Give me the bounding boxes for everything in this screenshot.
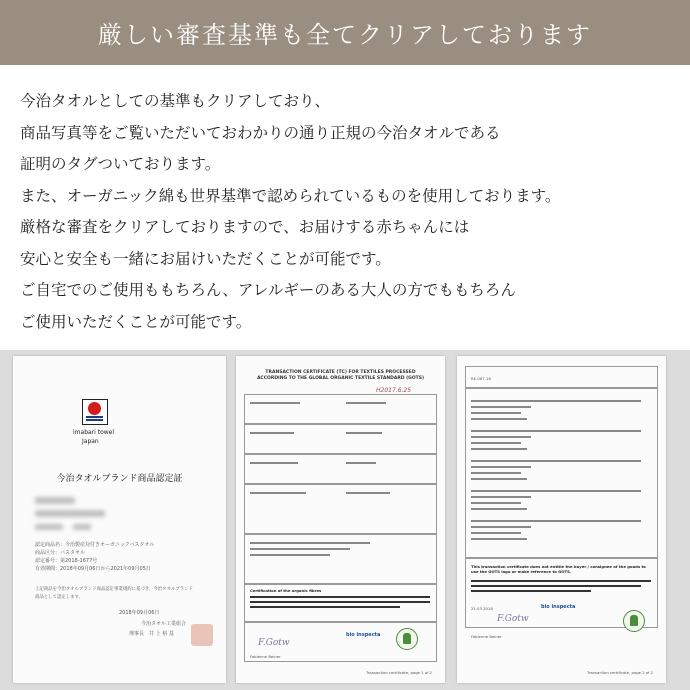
gots-body-heading: This transaction certificate does not entitle the buyer / consignee of the goods to use the GOTS logo or make reference to GOTS. xyxy=(471,564,646,574)
brand-name: imabari towel xyxy=(73,429,115,436)
certificate-field: 認定番号：第2018-1677号 xyxy=(35,558,98,564)
redacted-text xyxy=(35,524,63,530)
certificate-note: 上記商品を今治タオルブランド商品認定事業規約に基づき、今治タオルブランド xyxy=(35,587,193,592)
signature: F.Gotw xyxy=(258,638,290,648)
gots-certificate-page-1 xyxy=(236,356,445,683)
description-line: 安心と安全も一緒にお届けいただくことが可能です。 xyxy=(20,249,391,268)
bio-inspecta-logo: bio inspecta xyxy=(346,632,381,638)
redacted-text xyxy=(35,510,105,517)
reference-number: RE-067-18 xyxy=(471,376,491,381)
certificate-box xyxy=(244,394,437,424)
gots-logo-icon xyxy=(623,610,645,632)
page-label: Transaction certificate, page 1 of 2 xyxy=(366,670,433,675)
description-text xyxy=(20,86,680,338)
seal-stamp-icon xyxy=(191,624,213,646)
description-line: ご自宅でのご使用ももちろん、アレルギーのある大人の方でももちろん xyxy=(20,281,516,299)
handwritten-note: H2017.6.25 xyxy=(376,387,412,394)
certificate-box xyxy=(465,366,658,388)
gots-logo-icon xyxy=(396,628,418,650)
redacted-text xyxy=(73,524,91,530)
certificate-date: 21.03.2018 xyxy=(471,606,493,611)
redacted-text xyxy=(35,497,75,504)
description-line: また、オーガニック綿も世界基準で認められているものを使用しております。 xyxy=(20,186,561,205)
signature: F.Gotw xyxy=(497,614,529,624)
imabari-logo-icon xyxy=(82,399,108,425)
certificate-field: 商品区分：バスタオル xyxy=(35,550,86,556)
certificate-chairman: 理事長 井 上 裕 基 xyxy=(129,631,174,637)
certificate-date: 2018年09月06日 xyxy=(119,610,160,616)
certificate-field: 有効期間：2018年09月06日から2021年09月05日 xyxy=(35,566,151,572)
imabari-certificate xyxy=(13,356,226,683)
description-line: 厳格な審査をクリアしておりますので、お届けする赤ちゃんには xyxy=(20,218,470,236)
certificate-box xyxy=(244,424,437,454)
description-line: 商品写真等をご覧いただいておわかりの通り正規の今治タオルである xyxy=(20,123,501,142)
certificate-field: 認定商品名：今治製産対付きオーガニックバスタオル xyxy=(35,542,155,548)
gots-heading: TRANSACTION CERTIFICATE (TC) FOR TEXTILES PROCESSED xyxy=(265,370,416,375)
certificate-title: 今治タオルブランド商品認定証 xyxy=(56,474,183,484)
gots-heading: ACCORDING TO THE GLOBAL ORGANIC TEXTILE STANDARD (GOTS) xyxy=(256,376,425,381)
description-line: ご使用いただくことが可能です。 xyxy=(20,312,252,331)
signatory-name: Fabienne Beiner xyxy=(471,634,502,639)
bio-inspecta-logo: bio inspecta xyxy=(541,604,576,610)
certificate-note: 商品として認定します。 xyxy=(35,595,83,600)
page-label: Transaction certificate, page 2 of 2 xyxy=(587,670,654,675)
brand-country: Japan xyxy=(82,438,99,445)
gots-certificate-page-2 xyxy=(457,356,666,683)
certificate-gallery xyxy=(0,350,690,690)
signatory-name: Fabienne Beiner xyxy=(250,654,281,659)
section-header xyxy=(0,0,690,65)
description-line: 今治タオルとしての基準もクリアしており、 xyxy=(20,92,331,110)
gots-body-heading: Certification of the organic fibres xyxy=(250,588,322,593)
section-title: 厳しい審査基準も全てクリアしております xyxy=(98,21,592,49)
description-line: 証明のタグついております。 xyxy=(20,155,221,173)
certificate-issuer: 今治タオル工業組合 xyxy=(141,621,187,627)
certificate-box xyxy=(244,454,437,484)
